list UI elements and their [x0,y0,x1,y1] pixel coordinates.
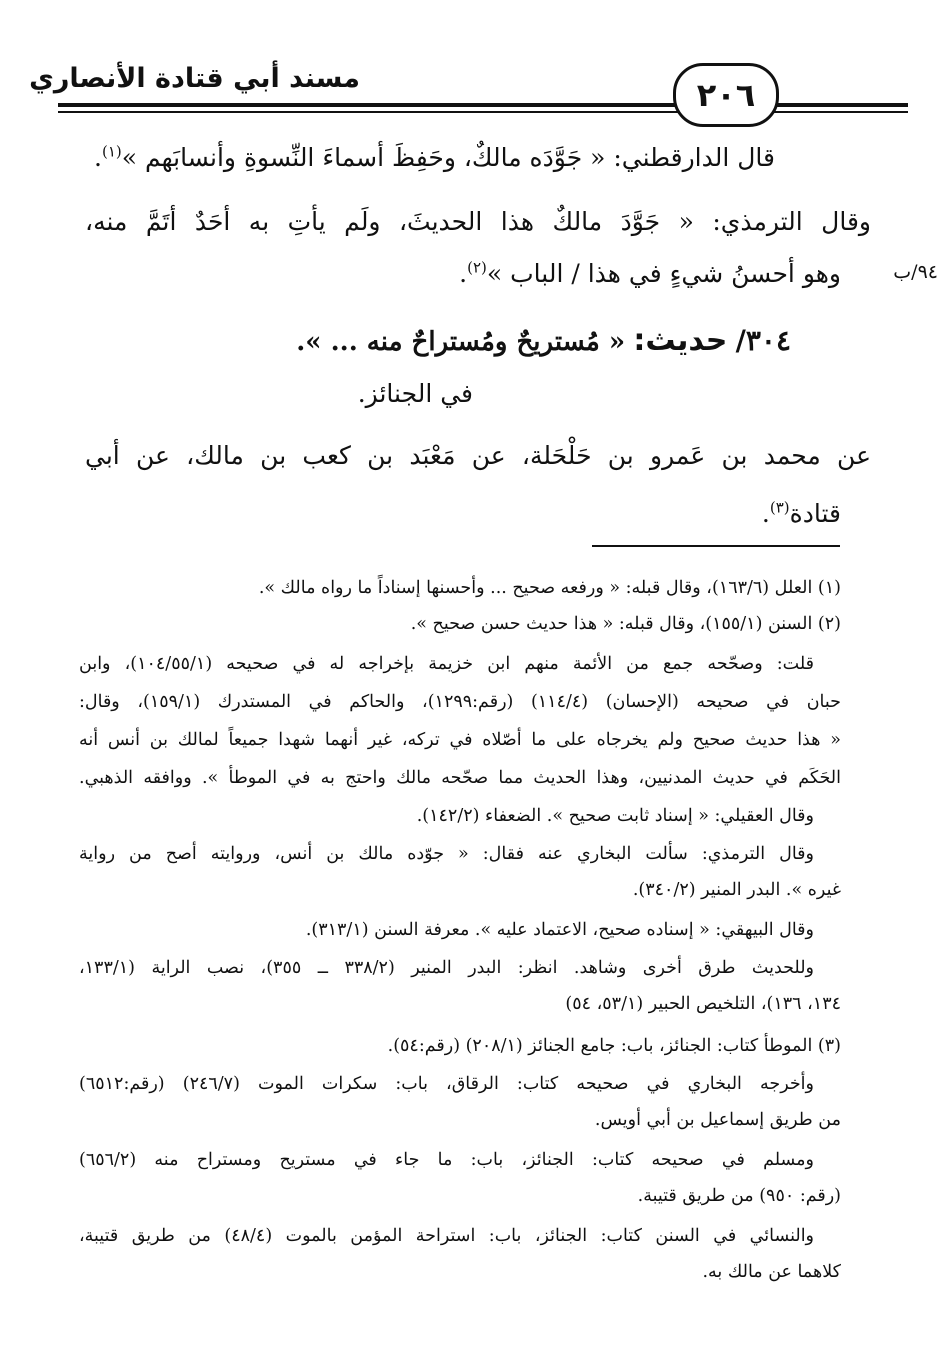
footnote-3-cont: وأخرجه البخاري في صحيحه كتاب: الرقاق، باب: سكرات الموت (٢٤٦/٧) (رقم:٦٥١٢) [79,1074,814,1094]
isnad-line-2: قتادة$^{(٣)}$. [761,498,841,528]
body-line-3: وهو أحسنُ شيءٍ في هذا / الباب »$^{(٢)}$. [459,258,841,288]
footnote-2-cont: وقال الترمذي: سألت البخاري عنه فقال: « جوّده مالك بن أنس، وروايته أصح من رواية [79,844,814,864]
footnote-3-cont: ومسلم في صحيحه كتاب: الجنائز، باب: ما جاء في مستريح ومستراح منه (٦٥٦/٢) [79,1150,814,1170]
footnote-2: (٢) السنن (١٥٥/١)، وقال قبله: « هذا حديث حسن صحيح ». [410,614,841,634]
body-line-text: قتادة [789,499,841,528]
footnote-ref: (١) [101,142,122,161]
chapter-note: في الجنائز. [357,379,473,408]
body-line-1: قال الدارقطني: « جَوَّدَه مالكٌ، وحَفِظَ أسماءَ النِّسوةِ وأنسابَهم »$^{(١)}$. [94,142,775,172]
footnote-2-cont: غيره ». البدر المنير (٣٤٠/٢). [632,880,841,900]
footnote-2-cont: وقال العقيلي: « إسناد ثابت صحيح ». الضعفاء (١٤٢/٢). [416,806,814,826]
body-line-text: وهو أحسنُ شيءٍ في هذا / الباب » [486,259,841,288]
footnote-2-cont: وقال البيهقي: « إسناده صحيح، الاعتماد عليه ». معرفة السنن (٣١٣/١). [305,920,814,940]
footnote-1: (١) العلل (١٦٣/٦)، وقال قبله: « ورفعه صحيح ... وأحسنها إسناداً ما رواه مالك ». [258,578,841,598]
footnote-3: (٣) الموطأ كتاب: الجنائز، باب: جامع الجنائز (٢٠٨/١) (رقم:٥٤). [387,1036,841,1056]
isnad-line-1: عن محمد بن عَمرو بن حَلْحَلة، عن مَعْبَد بن كعب بن مالك، عن أبي [85,441,871,470]
footnote-separator [592,545,840,547]
footnote-2-cont: ١٣٤، ١٣٦)، التلخيص الحبير (٥٣/١، ٥٤) [565,994,841,1014]
footnote-2-cont: « هذا حديث صحيح ولم يخرجاه على ما أصّلاه في تركه، غير أنهما شهدا جميعاً لمالك بن أنس أنه [79,730,841,750]
hadith-text: « مُستريحٌ ومُستراحٌ منه ... ». [296,327,626,357]
footnote-ref: (٣) [769,498,790,517]
header-rule [58,103,908,107]
footnote-2-cont: قلت: وصحّحه جمع من الأئمة منهم ابن خزيمة بإخراجه له في صحيحه (١٠٤/٥٥/١)، وابن [79,654,814,674]
hadith-label: حديث: [633,323,728,358]
footnote-2-cont: الحَكَم في حديث المدنيين، وهذا الحديث مما صحّحه مالك واحتج به في الموطأ ». ووافقه الذهبي. [79,768,842,788]
header-rule-thin [58,111,908,113]
body-line-2: وقال الترمذي: « جَوَّدَ مالكٌ هذا الحديثَ، ولَم يأتِ به أحَدٌ أتَمَّ منه، [85,207,871,236]
footnote-3-cont: كلاهما عن مالك به. [702,1262,841,1282]
footnote-3-cont: والنسائي في السنن كتاب: الجنائز، باب: استراحة المؤمن بالموت (٤٨/٤) من طريق قتيبة، [79,1226,815,1246]
footnote-3-cont: من طريق إسماعيل بن أبي أويس. [594,1110,841,1130]
manuscript-folio-note: ٩٤/ب [893,261,938,283]
body-line-text: قال الدارقطني: « جَوَّدَه مالكٌ، وحَفِظَ أسماءَ النِّسوةِ وأنسابَهم » [121,143,775,172]
footnote-2-cont: حبان في صحيحه (الإحسان) (١١٤/٤) (رقم:١٢٩٩)، والحاكم في المستدرك (١٥٩/١)، وقال: [79,692,841,712]
running-header-title: مسند أبي قتادة الأنصاري [29,63,360,94]
hadith-number: ٣٠٤/ [735,324,791,357]
footnote-2-cont: وللحديث طرق أخرى وشاهد. انظر: البدر المنير (٣٣٨/٢ ــ ٣٥٥)، نصب الراية (١٣٣/١، [79,958,815,978]
hadith-heading [231,316,791,366]
page-number: ٢٠٦ [673,63,779,127]
footnote-ref: (٢) [467,258,487,277]
footnote-3-cont: (رقم: ٩٥٠) من طريق قتيبة. [637,1186,841,1206]
